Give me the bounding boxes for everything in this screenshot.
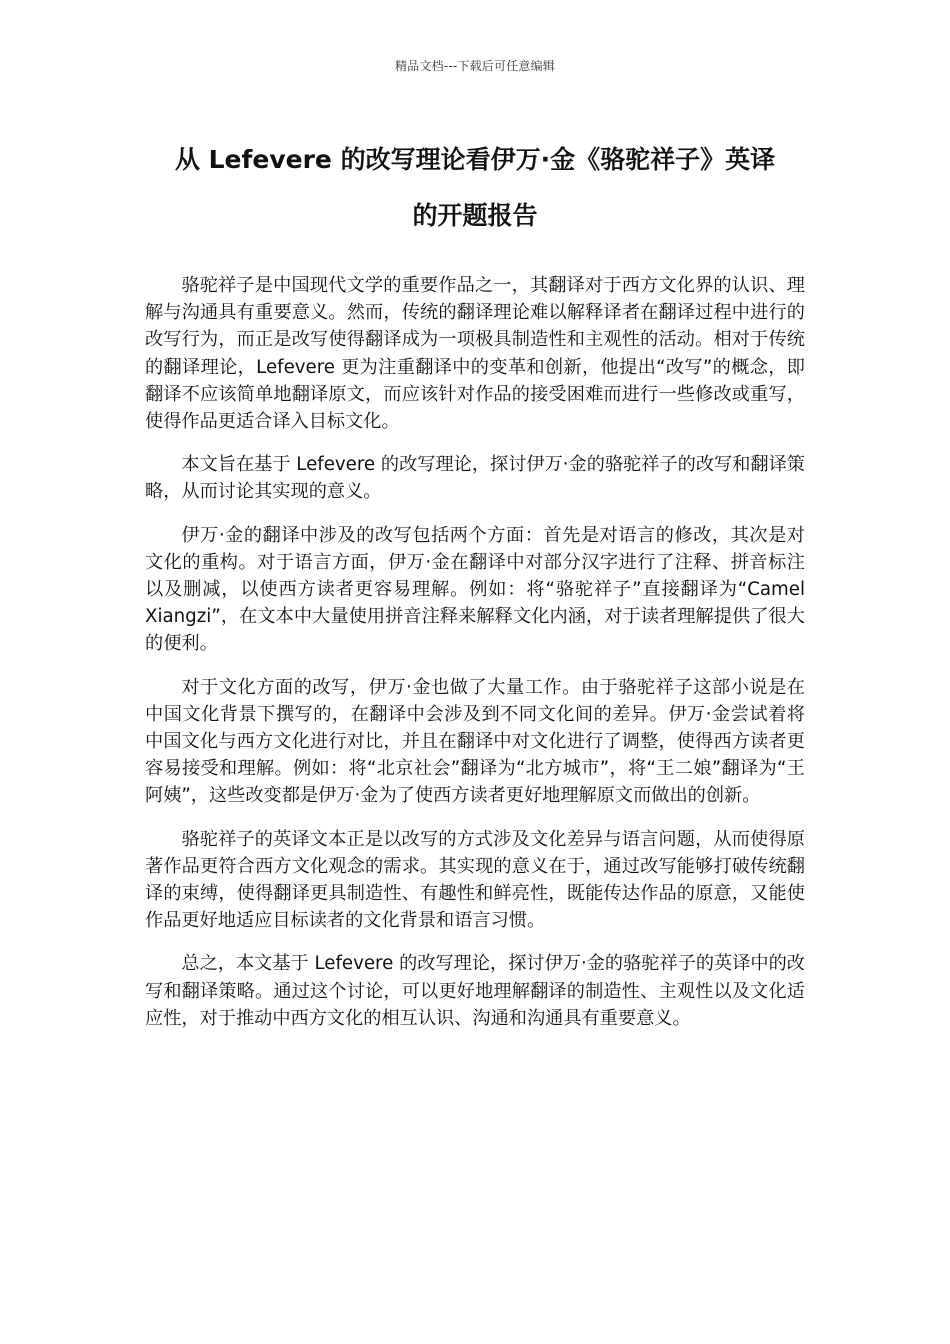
title-line-2: 的开题报告 bbox=[412, 201, 538, 230]
paragraph-4: 对于文化方面的改写，伊万·金也做了大量工作。由于骆驼祥子这部小说是在中国文化背景下撰写的，在翻译中会涉及到不同文化间的差异。伊万·金尝试着将中国文化与西方文化进行对比，并且在翻译中对文化进行了调整，使得西方读者更容易接受和理解。例如：将“北京社会”翻译为“北方城市”，将“王二娘”翻译为“王阿姨”，这些改变都是伊万·金为了使西方读者更好地理解原文而做出的创新。 bbox=[145, 676, 805, 807]
header-note: 精品文档---下载后可任意编辑 bbox=[395, 59, 555, 73]
paragraph-1: 骆驼祥子是中国现代文学的重要作品之一，其翻译对于西方文化界的认识、理解与沟通具有重要意义。然而，传统的翻译理论难以解释译者在翻译过程中进行的改写行为，而正是改写使得翻译成为一项极具制造性和主观性的活动。相对于传统的翻译理论，Lefevere 更为注重翻译中的变革和创新，他提出“改写”的概念，即翻译不应该简单地翻译原文，而应该针对作品的接受困难而进行一些修改或重写，使得作品更适合译入目标文化。 bbox=[145, 275, 805, 433]
paragraph-6: 总之，本文基于 Lefevere 的改写理论，探讨伊万·金的骆驼祥子的英译中的改写和翻译策略。通过这个讨论，可以更好地理解翻译的制造性、主观性以及文化适应性，对于推动中西方文化的相互认识、沟通和沟通具有重要意义。 bbox=[145, 953, 805, 1029]
document-title bbox=[140, 132, 810, 244]
paragraph-5: 骆驼祥子的英译文本正是以改写的方式涉及文化差异与语言问题，从而使得原著作品更符合西方文化观念的需求。其实现的意义在于，通过改写能够打破传统翻译的束缚，使得翻译更具制造性、有趣性和鲜亮性，既能传达作品的原意，又能使作品更好地适应目标读者的文化背景和语言习惯。 bbox=[145, 828, 805, 932]
title-line-1: 从 Lefevere 的改写理论看伊万·金《骆驼祥子》英译 bbox=[174, 145, 776, 174]
paragraph-3: 伊万·金的翻译中涉及的改写包括两个方面：首先是对语言的修改，其次是对文化的重构。对于语言方面，伊万·金在翻译中对部分汉字进行了注释、拼音标注以及删减，以使西方读者更容易理解。例如：将“骆驼祥子”直接翻译为“Camel Xiangzi”，在文本中大量使用拼音注释来解释文化内涵，对于读者理解提供了很大的便利。 bbox=[145, 524, 805, 655]
document-body bbox=[145, 272, 805, 1048]
paragraph-2: 本文旨在基于 Lefevere 的改写理论，探讨伊万·金的骆驼祥子的改写和翻译策略，从而讨论其实现的意义。 bbox=[145, 454, 805, 503]
